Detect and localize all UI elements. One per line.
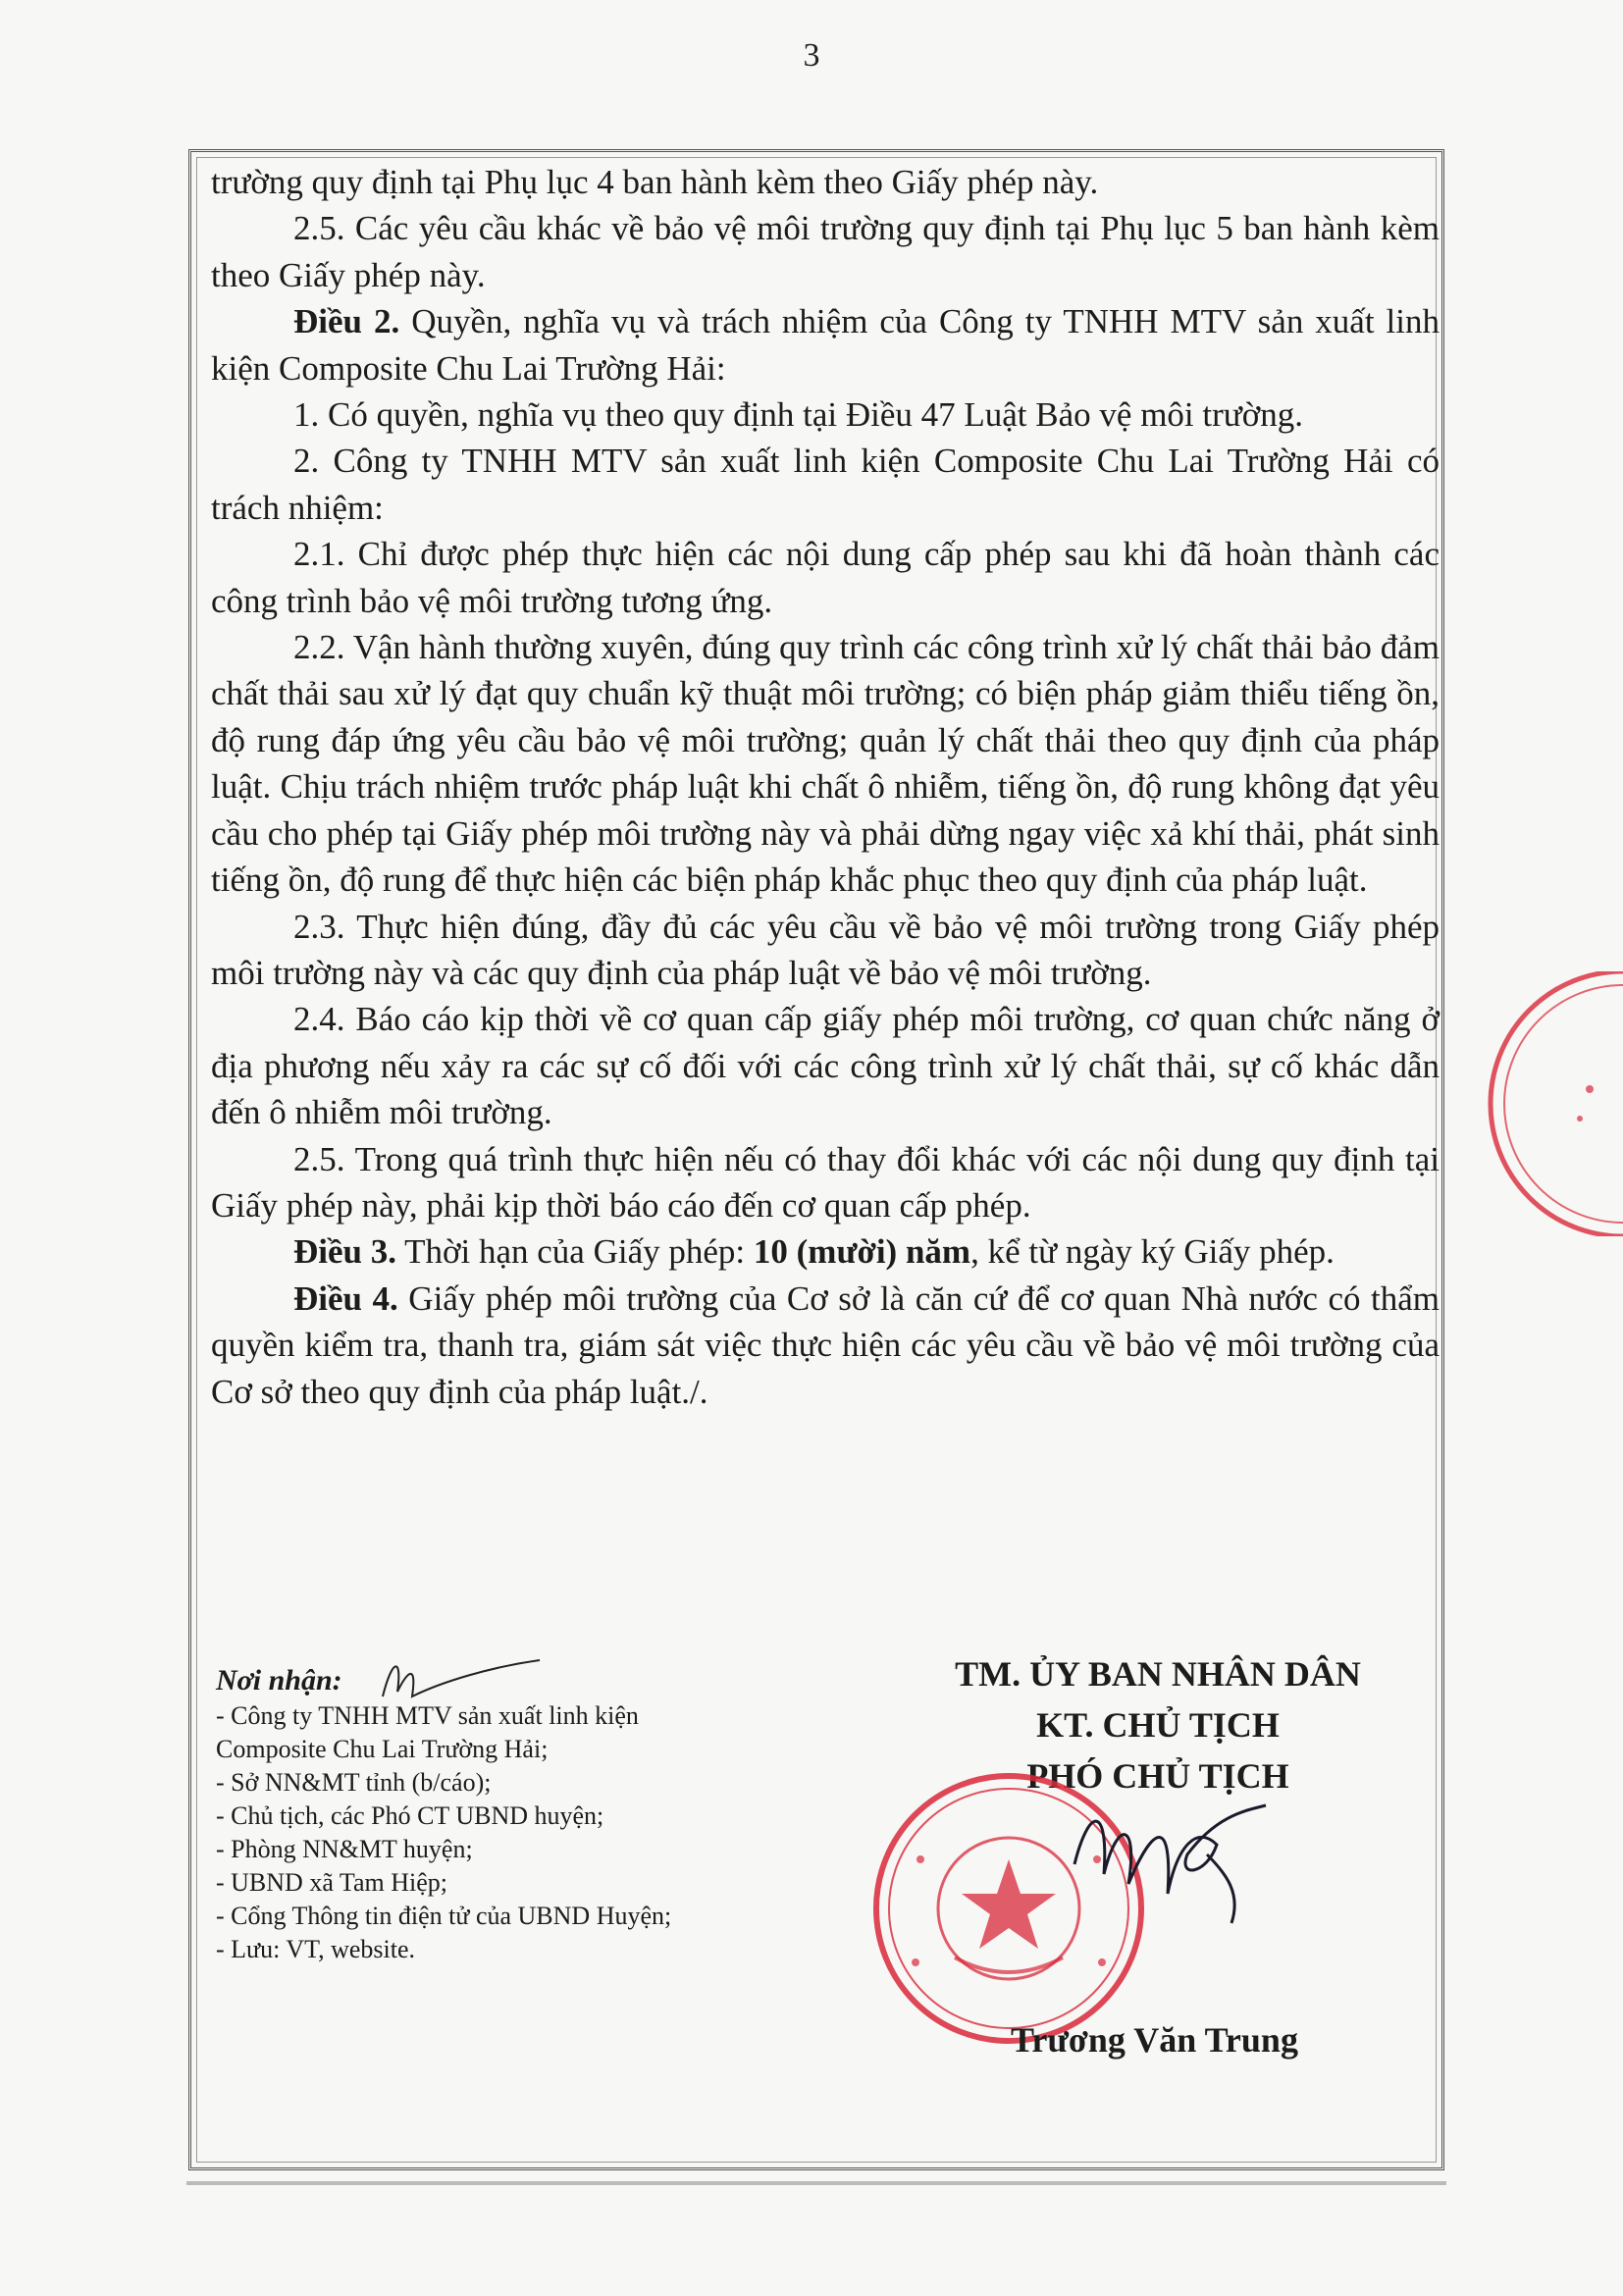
recipient-item: - Cổng Thông tin điện tử của UBND Huyện; bbox=[216, 1902, 672, 1930]
signature-title-line: KT. CHỦ TỊCH bbox=[1036, 1705, 1280, 1745]
text-run: 2.3. Thực hiện đúng, đầy đủ các yêu cầu về bảo vệ môi trường trong Giấy phép môi trường này và các quy định của pháp luật về bảo vệ môi trường. bbox=[211, 907, 1440, 992]
signer-name: Trương Văn Trung bbox=[1011, 2020, 1298, 2060]
recipient-item: - Công ty TNHH MTV sản xuất linh kiện bbox=[216, 1701, 639, 1730]
recipient-item: Composite Chu Lai Trường Hải; bbox=[216, 1735, 549, 1763]
bold-text: Điều 2. bbox=[293, 302, 400, 341]
text-run: 2. Công ty TNHH MTV sản xuất linh kiện Composite Chu Lai Trường Hải có trách nhiệm: bbox=[211, 442, 1440, 527]
text-run: Giấy phép môi trường của Cơ sở là căn cứ để cơ quan Nhà nước có thẩm quyền kiểm tra, thanh tra, giám sát việc thực hiện các yêu cầu về bảo vệ môi trường của Cơ sở theo quy định của pháp luật./. bbox=[211, 1278, 1440, 1411]
side-seal-fragment bbox=[1472, 971, 1623, 1236]
recipient-item: - Phòng NN&MT huyện; bbox=[216, 1835, 473, 1863]
body-paragraph bbox=[211, 205, 1440, 298]
text-run: Thời hạn của Giấy phép: bbox=[396, 1232, 754, 1272]
recipient-item: - Sở NN&MT tỉnh (b/cáo); bbox=[216, 1768, 492, 1797]
text-run: 2.1. Chỉ được phép thực hiện các nội dung cấp phép sau khi đã hoàn thành các công trình bảo vệ môi trường tương ứng. bbox=[211, 535, 1440, 620]
bold-text: 10 (mười) năm bbox=[753, 1232, 971, 1272]
body-paragraph bbox=[211, 298, 1440, 391]
body-paragraph bbox=[211, 1136, 1440, 1229]
body-paragraph bbox=[211, 904, 1440, 997]
bold-text: Điều 4. bbox=[293, 1278, 398, 1318]
body-paragraph bbox=[211, 1276, 1440, 1415]
text-run: , kể từ ngày ký Giấy phép. bbox=[970, 1232, 1335, 1272]
frame-bottom-shadow bbox=[186, 2181, 1446, 2185]
initial-signature bbox=[373, 1652, 550, 1711]
recipients-title: Nơi nhận: bbox=[216, 1664, 342, 1696]
text-run: 2.5. Trong quá trình thực hiện nếu có thay đổi khác với các nội dung quy định tại Giấy phép này, phải kịp thời báo cáo đến cơ quan cấp phép. bbox=[211, 1139, 1440, 1225]
text-run: 1. Có quyền, nghĩa vụ theo quy định tại Điều 47 Luật Bảo vệ môi trường. bbox=[293, 395, 1303, 435]
body-paragraph bbox=[211, 159, 1440, 205]
body-paragraph bbox=[211, 1228, 1440, 1275]
recipient-item: - Lưu: VT, website. bbox=[216, 1935, 416, 1963]
recipient-item: - UBND xã Tam Hiệp; bbox=[216, 1868, 447, 1897]
page-number: 3 bbox=[803, 37, 820, 74]
text-run: 2.5. Các yêu cầu khác về bảo vệ môi trường quy định tại Phụ lục 5 ban hành kèm theo Giấy phép này. bbox=[211, 209, 1440, 294]
text-run: 2.2. Vận hành thường xuyên, đúng quy trình các công trình xử lý chất thải bảo đảm chất thải sau xử lý đạt quy chuẩn kỹ thuật môi trường; có biện pháp giảm thiểu tiếng ồn, độ rung đáp ứng yêu cầu bảo vệ môi trường; quản lý chất thải theo quy định của pháp luật. Chịu trách nhiệm trước pháp luật khi chất ô nhiễm, tiếng ồn, độ rung không đạt yêu cầu cho phép tại Giấy phép môi trường này và phải dừng ngay việc xả khí thải, phát sinh tiếng ồn, độ rung để thực hiện các biện pháp khắc phục theo quy định của pháp luật. bbox=[211, 628, 1440, 900]
bold-text: Điều 3. bbox=[293, 1232, 396, 1272]
signature-position-line: PHÓ CHỦ TỊCH bbox=[1026, 1756, 1289, 1796]
text-run: trường quy định tại Phụ lục 4 ban hành kèm theo Giấy phép này. bbox=[211, 163, 1099, 201]
body-paragraph bbox=[211, 531, 1440, 624]
handwritten-signature bbox=[1060, 1786, 1276, 1933]
body-paragraph bbox=[211, 438, 1440, 531]
body-paragraph bbox=[211, 624, 1440, 903]
body-paragraph bbox=[211, 996, 1440, 1135]
body-paragraph bbox=[211, 391, 1440, 438]
document-body bbox=[211, 159, 1440, 1415]
recipient-item: - Chủ tịch, các Phó CT UBND huyện; bbox=[216, 1801, 604, 1830]
text-run: Quyền, nghĩa vụ và trách nhiệm của Công ty TNHH MTV sản xuất linh kiện Composite Chu Lai Trường Hải: bbox=[211, 302, 1440, 388]
signature-org-line: TM. ỦY BAN NHÂN DÂN bbox=[955, 1654, 1361, 1694]
text-run: 2.4. Báo cáo kịp thời về cơ quan cấp giấy phép môi trường, cơ quan chức năng ở địa phương nếu xảy ra các sự cố đối với các công trình xử lý chất thải, sự cố khác dẫn đến ô nhiễm môi trường. bbox=[211, 1000, 1440, 1132]
